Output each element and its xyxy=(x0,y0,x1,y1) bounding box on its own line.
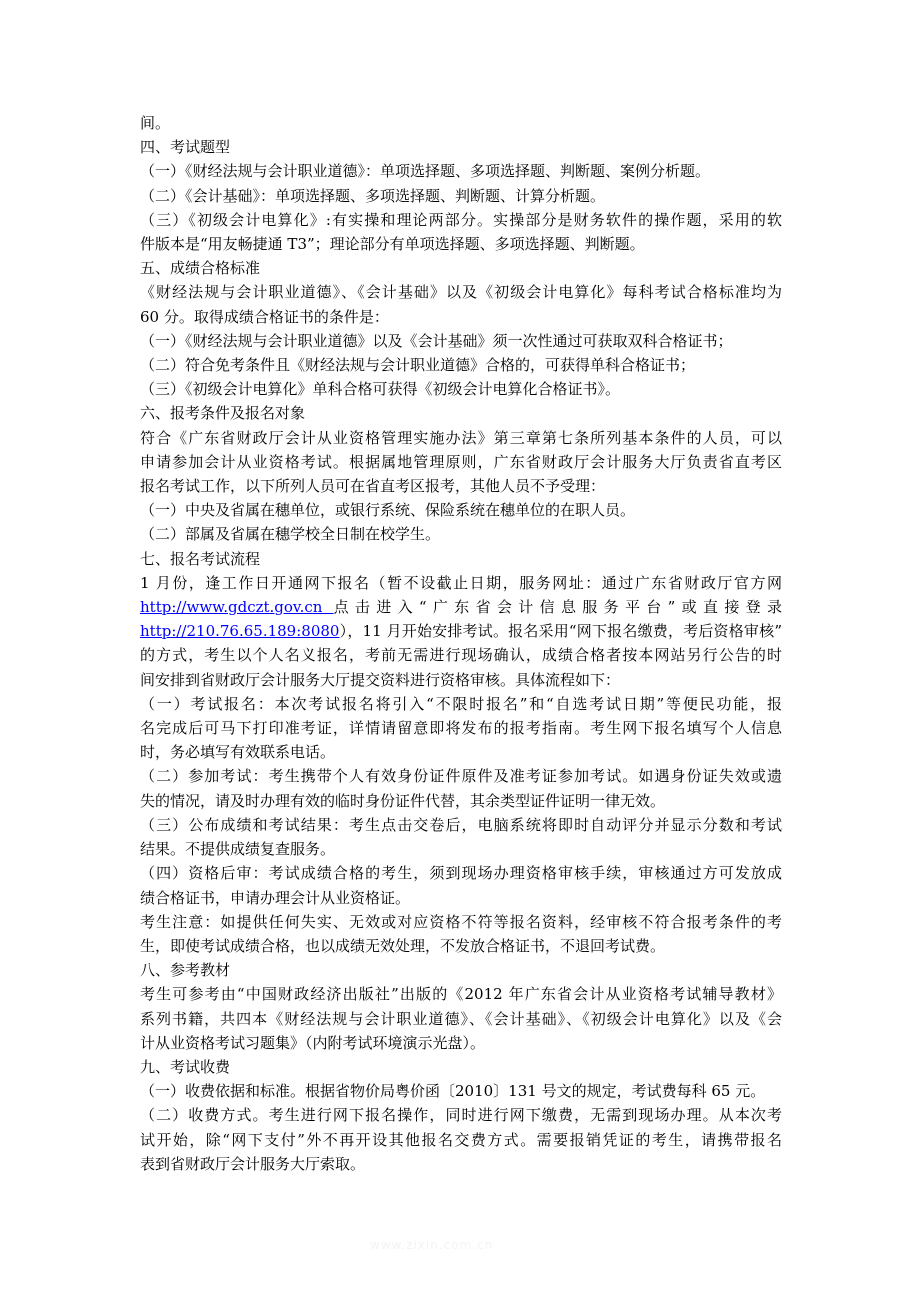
text-line: （二）参加考试：考生携带个人有效身份证件原件及准考证参加考试。如遇身份证失效或遗 xyxy=(140,767,782,786)
watermark: www.zixin.com.cn xyxy=(370,1238,494,1252)
text-line xyxy=(140,595,782,619)
text-line: （二）部属及省属在穗学校全日制在校学生。 xyxy=(140,525,441,544)
text-line: 绩合格证书，申请办理会计从业资格证。 xyxy=(140,888,411,907)
text-line: 系列书籍，共四本《财经法规与会计职业道德》、《会计基础》、《初级会计电算化》以及《会 xyxy=(140,1009,782,1028)
section-heading: 八、参考教材 xyxy=(140,961,231,980)
text-line: 生，即使考试成绩合格，也以成绩无效处理，不发放合格证书，不退回考试费。 xyxy=(140,936,666,955)
text-line: （二）《会计基础》：单项选择题、多项选择题、判断题、计算分析题。 xyxy=(140,186,606,205)
text-line: 《财经法规与会计职业道德》、《会计基础》以及《初级会计电算化》每科考试合格标准均为 xyxy=(140,283,782,302)
document-body xyxy=(140,111,782,1176)
text-line: （四）资格后审：考试成绩合格的考生，须到现场办理资格审核手续，审核通过方可发放成 xyxy=(140,864,782,883)
section-heading: 四、考试题型 xyxy=(140,138,231,157)
text-line: 时，务必填写有效联系电话。 xyxy=(140,743,336,762)
website-link[interactable]: http://www.gdczt.gov.cn xyxy=(140,598,334,617)
text-line: 件版本是“用友畅捷通 T3”；理论部分有单项选择题、多项选择题、判断题。 xyxy=(140,235,645,254)
text-line: （一）中央及省属在穗单位，或银行系统、保险系统在穗单位的在职人员。 xyxy=(140,501,636,520)
text-line: 间。 xyxy=(140,114,171,132)
section-heading: 七、报名考试流程 xyxy=(140,549,261,568)
link-trailing-text: 点击进入“广东省会计信息服务平台”或直接登录 xyxy=(333,598,783,617)
text-line: （一）收费依据和标准。根据省物价局粤价函〔2010〕131 号文的规定，考试费每科 65 元。 xyxy=(140,1082,766,1101)
text-line: （三）《初级会计电算化》单科合格可获得《初级会计电算化合格证书》。 xyxy=(140,380,621,399)
platform-link[interactable]: http://210.76.65.189:8080 xyxy=(140,622,340,641)
text-line: 试开始，除“网下支付”外不再开设其他报名交费方式。需要报销凭证的考生，请携带报名 xyxy=(140,1130,782,1149)
text-line: （一）考试报名：本次考试报名将引入“不限时报名”和“自选考试日期”等便民功能，报 xyxy=(140,694,782,713)
text-line: 失的情况，请及时办理有效的临时身份证件代替，其余类型证件证明一律无效。 xyxy=(140,791,666,810)
text-line: 结果。不提供成绩复查服务。 xyxy=(140,840,336,859)
section-heading: 六、报考条件及报名对象 xyxy=(140,404,306,423)
text-line: 60 分。取得成绩合格证书的条件是： xyxy=(140,307,389,326)
text-line: （一）《财经法规与会计职业道德》：单项选择题、多项选择题、判断题、案例分析题。 xyxy=(140,162,711,181)
text-line: 名完成后可马下打印准考证，详情请留意即将发布的报考指南。考生网下报名填写个人信息 xyxy=(140,719,782,738)
text-line: 申请参加会计从业资格考试。根据属地管理原则，广东省财政厅会计服务大厅负责省直考区 xyxy=(140,452,782,471)
section-heading: 五、成绩合格标准 xyxy=(140,259,261,278)
text-line xyxy=(140,619,782,643)
text-line: 考生可参考由“中国财政经济出版社”出版的《2012 年广东省会计从业资格考试辅导教材》 xyxy=(140,985,782,1004)
link-trailing-text: ），11 月开始安排考试。报名采用“网下报名缴费，考后资格审核” xyxy=(339,622,782,641)
text-line: 报名考试工作，以下所列人员可在省直考区报考，其他人员不予受理： xyxy=(140,477,606,496)
text-line: （二）符合免考条件且《财经法规与会计职业道德》合格的，可获得单科合格证书； xyxy=(140,356,696,375)
text-line: （二）收费方式。考生进行网下报名操作，同时进行网下缴费，无需到现场办理。从本次考 xyxy=(140,1106,782,1125)
text-line: 表到省财政厅会计服务大厅索取。 xyxy=(140,1154,366,1173)
text-line: （三）《初级会计电算化》:有实操和理论两部分。实操部分是财务软件的操作题，采用的软 xyxy=(140,210,782,229)
text-line: 考生注意：如提供任何失实、无效或对应资格不符等报名资料，经审核不符合报考条件的考 xyxy=(140,912,782,931)
text-line: （一）《财经法规与会计职业道德》以及《会计基础》须一次性通过可获取双科合格证书； xyxy=(140,331,733,350)
text-line: 计从业资格考试习题集》（内附考试环境演示光盘）。 xyxy=(140,1033,486,1052)
text-line: 符合《广东省财政厅会计从业资格管理实施办法》第三章第七条所列基本条件的人员，可以 xyxy=(140,428,782,447)
text-line: 间安排到省财政厅会计服务大厅提交资料进行资格审核。具体流程如下： xyxy=(140,670,621,689)
section-heading: 九、考试收费 xyxy=(140,1057,231,1076)
text-line: （三）公布成绩和考试结果：考生点击交卷后，电脑系统将即时自动评分并显示分数和考试 xyxy=(140,815,782,834)
text-line: 1 月份，逢工作日开通网下报名（暂不设截止日期，服务网址：通过广东省财政厅官方网 xyxy=(140,573,782,592)
text-line: 的方式，考生以个人名义报名，考前无需进行现场确认，成绩合格者按本网站另行公告的时 xyxy=(140,646,782,665)
